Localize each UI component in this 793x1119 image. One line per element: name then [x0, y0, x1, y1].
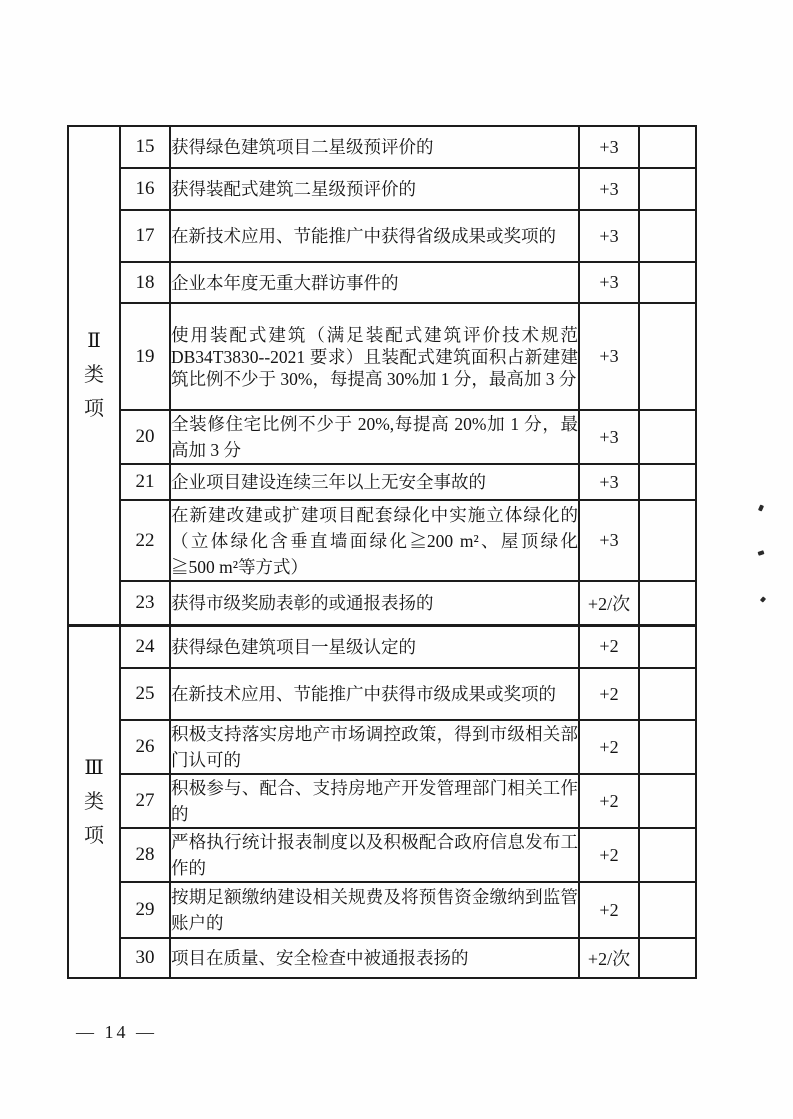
row-number: 26: [120, 720, 170, 774]
row-description: 在新建改建或扩建项目配套绿化中实施立体绿化的（立体绿化含垂直墙面绿化≧200 m²、屋顶绿化≧500 m²等方式）: [170, 500, 579, 581]
table-row: [68, 720, 696, 774]
row-number: 24: [120, 625, 170, 668]
table-row: [68, 303, 696, 410]
row-description: 按期足额缴纳建设相关规费及将预售资金缴纳到监管账户的: [170, 882, 579, 938]
row-number: 23: [120, 581, 170, 625]
table-row: [68, 168, 696, 210]
category-label: Ⅱ类项: [84, 330, 104, 421]
fill-in-cell: [639, 210, 696, 262]
row-number: 20: [120, 410, 170, 464]
fill-in-cell: [639, 625, 696, 668]
row-description: 获得装配式建筑二星级预评价的: [170, 168, 579, 210]
table-row: [68, 126, 696, 168]
row-score: +2: [579, 720, 639, 774]
row-description: 获得市级奖励表彰的或通报表扬的: [170, 581, 579, 625]
row-score: +3: [579, 464, 639, 500]
fill-in-cell: [639, 464, 696, 500]
row-score: +3: [579, 262, 639, 303]
row-score: +2/次: [579, 581, 639, 625]
fill-in-cell: [639, 303, 696, 410]
row-score: +3: [579, 500, 639, 581]
table-row: [68, 210, 696, 262]
row-score: +2/次: [579, 938, 639, 978]
table-row: [68, 262, 696, 303]
row-score: +2: [579, 774, 639, 828]
fill-in-cell: [639, 938, 696, 978]
table-row: [68, 410, 696, 464]
fill-in-cell: [639, 882, 696, 938]
row-number: 19: [120, 303, 170, 410]
row-description: 项目在质量、安全检查中被通报表扬的: [170, 938, 579, 978]
fill-in-cell: [639, 581, 696, 625]
table-row: [68, 625, 696, 668]
fill-in-cell: [639, 668, 696, 720]
row-number: 18: [120, 262, 170, 303]
row-description: 积极参与、配合、支持房地产开发管理部门相关工作的: [170, 774, 579, 828]
table-row: [68, 464, 696, 500]
row-score: +2: [579, 882, 639, 938]
row-description: 获得绿色建筑项目一星级认定的: [170, 625, 579, 668]
scan-speck: [758, 504, 764, 511]
table-row: [68, 668, 696, 720]
row-description: 获得绿色建筑项目二星级预评价的: [170, 126, 579, 168]
row-score: +3: [579, 303, 639, 410]
row-description: 严格执行统计报表制度以及积极配合政府信息发布工作的: [170, 828, 579, 882]
row-score: +3: [579, 410, 639, 464]
row-description: 积极支持落实房地产市场调控政策，得到市级相关部门认可的: [170, 720, 579, 774]
category-label: Ⅲ类项: [84, 756, 104, 847]
row-number: 16: [120, 168, 170, 210]
fill-in-cell: [639, 410, 696, 464]
table-row: [68, 500, 696, 581]
category-cell-iii: [68, 625, 120, 978]
row-description: 全装修住宅比例不少于 20%,每提高 20%加 1 分，最高加 3 分: [170, 410, 579, 464]
scan-speck: [758, 550, 765, 556]
score-table: [67, 125, 697, 979]
table-row: [68, 882, 696, 938]
row-score: +2: [579, 668, 639, 720]
fill-in-cell: [639, 774, 696, 828]
row-score: +3: [579, 126, 639, 168]
fill-in-cell: [639, 500, 696, 581]
row-score: +2: [579, 625, 639, 668]
row-description: 使用装配式建筑（满足装配式建筑评价技术规范 DB34T3830--2021 要求）且装配式建筑面积占新建建筑比例不少于 30%，每提高 30%加 1 分，最高加 3 分: [170, 303, 579, 410]
row-number: 17: [120, 210, 170, 262]
table-row: [68, 938, 696, 978]
page-number: — 14 —: [76, 1022, 157, 1042]
row-number: 22: [120, 500, 170, 581]
row-description: 在新技术应用、节能推广中获得省级成果或奖项的: [170, 210, 579, 262]
table-row: [68, 828, 696, 882]
fill-in-cell: [639, 828, 696, 882]
fill-in-cell: [639, 168, 696, 210]
table-row: [68, 774, 696, 828]
table-row: [68, 581, 696, 625]
category-cell-ii: [68, 126, 120, 625]
fill-in-cell: [639, 720, 696, 774]
row-number: 27: [120, 774, 170, 828]
row-description: 企业项目建设连续三年以上无安全事故的: [170, 464, 579, 500]
scan-speck: [760, 596, 766, 602]
row-number: 15: [120, 126, 170, 168]
row-score: +2: [579, 828, 639, 882]
row-number: 29: [120, 882, 170, 938]
row-number: 25: [120, 668, 170, 720]
row-description: 企业本年度无重大群访事件的: [170, 262, 579, 303]
fill-in-cell: [639, 126, 696, 168]
fill-in-cell: [639, 262, 696, 303]
row-score: +3: [579, 210, 639, 262]
row-number: 21: [120, 464, 170, 500]
row-number: 30: [120, 938, 170, 978]
row-description: 在新技术应用、节能推广中获得市级成果或奖项的: [170, 668, 579, 720]
row-score: +3: [579, 168, 639, 210]
row-number: 28: [120, 828, 170, 882]
